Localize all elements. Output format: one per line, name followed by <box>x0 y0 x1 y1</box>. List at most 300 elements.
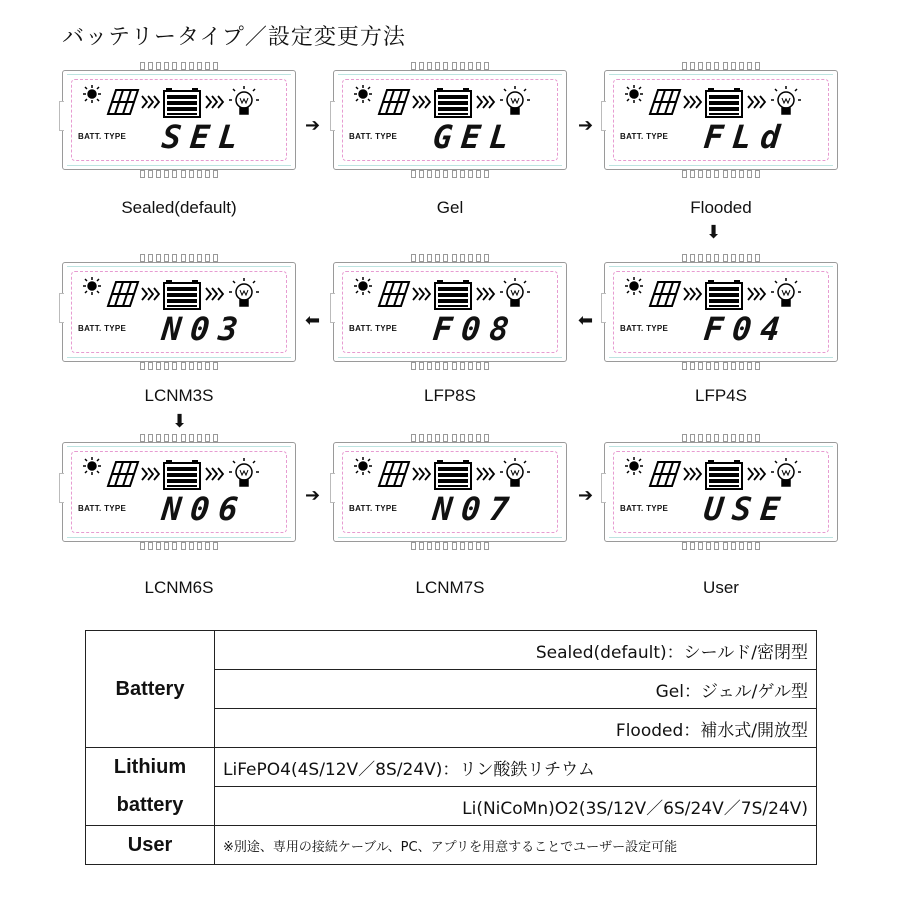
pin <box>484 542 489 550</box>
frame-tab <box>330 293 335 323</box>
pin <box>698 170 703 178</box>
pin <box>435 542 440 550</box>
lcd-panel <box>604 432 838 552</box>
pin <box>682 542 687 550</box>
pin <box>723 62 728 70</box>
pin <box>747 254 752 262</box>
pin <box>181 434 186 442</box>
pin <box>140 254 145 262</box>
panel-caption: LCNM3S <box>144 386 214 405</box>
pin <box>419 254 424 262</box>
pin <box>739 542 744 550</box>
pin <box>731 434 736 442</box>
pin <box>714 362 719 370</box>
pin <box>435 362 440 370</box>
frame-line <box>338 446 562 447</box>
pin <box>452 542 457 550</box>
pin <box>468 542 473 550</box>
frame-line <box>67 74 291 75</box>
pin <box>723 434 728 442</box>
pin <box>140 542 145 550</box>
pin <box>747 362 752 370</box>
battery-icon <box>706 88 742 117</box>
batt-type-label: BATT. TYPE <box>78 132 127 141</box>
battery-row: Flooded：補水式/開放型 <box>215 709 817 748</box>
frame-line <box>67 165 291 166</box>
pin <box>213 254 218 262</box>
right-arrow-icon: ➔ <box>578 115 594 136</box>
pin <box>172 254 177 262</box>
right-arrow-icon: ➔ <box>305 115 321 136</box>
lightbulb-icon <box>771 458 801 486</box>
pin <box>714 170 719 178</box>
battery-icon <box>164 88 200 117</box>
flow-arrows-icon <box>684 468 701 480</box>
pins-bottom <box>140 362 218 370</box>
lcd-panel <box>604 252 838 372</box>
left-arrow-icon: ⬅ <box>578 310 594 331</box>
status-icons <box>353 84 553 118</box>
pin <box>427 170 432 178</box>
pin <box>723 362 728 370</box>
pin <box>411 62 416 70</box>
lightbulb-icon <box>500 458 530 486</box>
frame-tab <box>330 101 335 131</box>
lightbulb-icon <box>229 278 259 306</box>
pin <box>156 62 161 70</box>
flow-arrows-icon <box>684 288 701 300</box>
pin <box>706 434 711 442</box>
pin <box>468 434 473 442</box>
pin <box>460 542 465 550</box>
lcd-readout: F04 <box>702 310 791 348</box>
pin <box>755 362 760 370</box>
pin <box>698 434 703 442</box>
lightbulb-icon <box>229 86 259 114</box>
pin <box>452 434 457 442</box>
flow-arrows-icon <box>142 468 159 480</box>
status-icons <box>624 276 824 310</box>
sun-icon <box>83 85 101 103</box>
pin <box>690 254 695 262</box>
frame-line <box>609 537 833 538</box>
pin <box>189 254 194 262</box>
pin <box>706 254 711 262</box>
lightbulb-icon <box>771 278 801 306</box>
pin <box>484 170 489 178</box>
pin <box>476 62 481 70</box>
pin <box>690 434 695 442</box>
pin <box>156 542 161 550</box>
pin <box>156 362 161 370</box>
pin <box>755 434 760 442</box>
battery-icon <box>706 460 742 489</box>
lcd-readout: N06 <box>160 490 249 528</box>
pin <box>205 254 210 262</box>
pin <box>181 170 186 178</box>
sun-icon <box>354 277 372 295</box>
lcd-readout: N07 <box>431 490 520 528</box>
pin <box>156 254 161 262</box>
frame-tab <box>59 101 64 131</box>
lithium-row: Li(NiCoMn)O2(3S/12V／6S/24V／7S/24V) <box>215 787 817 826</box>
pin <box>213 542 218 550</box>
battery-row: Gel：ジェル/ゲル型 <box>215 670 817 709</box>
pin <box>723 542 728 550</box>
batt-type-label: BATT. TYPE <box>620 324 669 333</box>
pin <box>189 362 194 370</box>
pins-bottom <box>411 170 489 178</box>
lcd-panel <box>62 252 296 372</box>
pin <box>739 254 744 262</box>
pins-top <box>411 62 489 70</box>
pin <box>172 542 177 550</box>
pins-bottom <box>411 362 489 370</box>
pin <box>189 434 194 442</box>
pin <box>452 62 457 70</box>
pin <box>755 62 760 70</box>
pin <box>468 170 473 178</box>
pin <box>189 62 194 70</box>
flow-arrows-icon <box>748 96 765 108</box>
pin <box>148 62 153 70</box>
pin <box>460 170 465 178</box>
pin <box>427 254 432 262</box>
pin <box>739 62 744 70</box>
pin <box>476 254 481 262</box>
pins-bottom <box>140 170 218 178</box>
lcd-panel <box>604 60 838 180</box>
category-lithium-2: battery <box>86 787 215 826</box>
down-arrow-icon: ⬇ <box>706 222 722 243</box>
sun-icon <box>625 457 643 475</box>
sun-icon <box>354 85 372 103</box>
category-user: User <box>86 826 215 865</box>
lcd-readout: SEL <box>160 118 249 156</box>
frame-line <box>609 165 833 166</box>
frame-line <box>67 357 291 358</box>
pins-top <box>682 434 760 442</box>
pin <box>755 254 760 262</box>
pin <box>197 254 202 262</box>
pin <box>411 170 416 178</box>
pin <box>164 434 169 442</box>
pin <box>698 362 703 370</box>
frame-line <box>67 446 291 447</box>
pin <box>435 254 440 262</box>
solar-panel-icon <box>379 282 409 306</box>
pin <box>197 62 202 70</box>
frame-line <box>609 446 833 447</box>
flow-arrows-icon <box>477 96 494 108</box>
pin <box>690 542 695 550</box>
frame-line <box>67 537 291 538</box>
batt-type-label: BATT. TYPE <box>620 504 669 513</box>
frame-line <box>338 165 562 166</box>
pin <box>747 62 752 70</box>
pin <box>484 362 489 370</box>
panel-caption: LCNM6S <box>144 578 214 597</box>
page-title: バッテリータイプ／設定変更方法 <box>62 25 406 50</box>
flow-arrows-icon <box>413 468 430 480</box>
batt-type-label: BATT. TYPE <box>349 132 398 141</box>
pin <box>739 362 744 370</box>
pin <box>419 170 424 178</box>
frame-line <box>338 357 562 358</box>
pin <box>698 254 703 262</box>
pin <box>197 434 202 442</box>
pin <box>140 62 145 70</box>
lcd-panel <box>62 60 296 180</box>
flow-arrows-icon <box>206 468 223 480</box>
panel-caption: LCNM7S <box>415 578 485 597</box>
flow-arrows-icon <box>413 96 430 108</box>
pin <box>714 254 719 262</box>
pins-top <box>411 434 489 442</box>
pin <box>452 170 457 178</box>
pin <box>140 362 145 370</box>
pin <box>164 362 169 370</box>
pin <box>172 170 177 178</box>
pins-top <box>140 254 218 262</box>
lcd-readout: F08 <box>431 310 520 348</box>
pin <box>755 170 760 178</box>
batt-type-label: BATT. TYPE <box>78 324 127 333</box>
status-icons <box>82 84 282 118</box>
pin <box>140 434 145 442</box>
pin <box>682 254 687 262</box>
pin <box>468 62 473 70</box>
flow-arrows-icon <box>684 96 701 108</box>
pin <box>189 170 194 178</box>
frame-line <box>67 266 291 267</box>
flow-arrows-icon <box>748 288 765 300</box>
batt-type-label: BATT. TYPE <box>78 504 127 513</box>
pin <box>476 362 481 370</box>
lcd-panel <box>333 252 567 372</box>
pin <box>156 170 161 178</box>
frame-line <box>338 266 562 267</box>
lcd-readout: USE <box>702 490 791 528</box>
frame-tab <box>330 473 335 503</box>
pin <box>164 254 169 262</box>
solar-panel-icon <box>650 90 680 114</box>
flow-arrows-icon <box>413 288 430 300</box>
pin <box>205 542 210 550</box>
pin <box>419 62 424 70</box>
pin <box>411 254 416 262</box>
sun-icon <box>354 457 372 475</box>
flow-arrows-icon <box>477 288 494 300</box>
frame-tab <box>59 473 64 503</box>
pins-top <box>140 434 218 442</box>
pin <box>148 170 153 178</box>
frame-tab <box>601 101 606 131</box>
pin <box>723 170 728 178</box>
solar-panel-icon <box>650 282 680 306</box>
pin <box>731 254 736 262</box>
pin <box>419 362 424 370</box>
pin <box>213 62 218 70</box>
category-lithium: Lithium <box>86 748 215 787</box>
sun-icon <box>625 277 643 295</box>
solar-panel-icon <box>108 462 138 486</box>
panel-caption: Gel <box>436 198 464 217</box>
pin <box>731 362 736 370</box>
pin <box>443 254 448 262</box>
pin <box>443 62 448 70</box>
pin <box>427 434 432 442</box>
sun-icon <box>83 457 101 475</box>
batt-type-label: BATT. TYPE <box>620 132 669 141</box>
pin <box>468 362 473 370</box>
pin <box>148 434 153 442</box>
pin <box>148 542 153 550</box>
pin <box>148 362 153 370</box>
pin <box>460 254 465 262</box>
pin <box>189 542 194 550</box>
pin <box>682 170 687 178</box>
down-arrow-icon: ⬇ <box>172 411 188 432</box>
pin <box>164 542 169 550</box>
pin <box>714 434 719 442</box>
battery-row: Sealed(default)：シールド/密閉型 <box>215 631 817 670</box>
frame-line <box>338 537 562 538</box>
pin <box>172 434 177 442</box>
pin <box>435 62 440 70</box>
pin <box>690 62 695 70</box>
pin <box>682 434 687 442</box>
frame-tab <box>601 293 606 323</box>
pin <box>739 434 744 442</box>
flow-arrows-icon <box>477 468 494 480</box>
pin <box>747 542 752 550</box>
pins-top <box>411 254 489 262</box>
pin <box>682 62 687 70</box>
user-row: ※別途、専用の接続ケーブル、PC、アプリを用意することでユーザー設定可能 <box>215 826 817 865</box>
pins-top <box>682 62 760 70</box>
pin <box>747 170 752 178</box>
frame-tab <box>601 473 606 503</box>
pin <box>755 542 760 550</box>
pin <box>476 542 481 550</box>
pin <box>435 170 440 178</box>
pin <box>706 62 711 70</box>
pins-bottom <box>140 542 218 550</box>
pin <box>181 62 186 70</box>
pin <box>484 434 489 442</box>
status-icons <box>353 276 553 310</box>
pin <box>443 170 448 178</box>
sun-icon <box>83 277 101 295</box>
sun-icon <box>625 85 643 103</box>
status-icons <box>624 84 824 118</box>
pin <box>181 542 186 550</box>
pin <box>443 434 448 442</box>
pin <box>172 62 177 70</box>
pin <box>443 542 448 550</box>
frame-tab <box>59 293 64 323</box>
lcd-panel <box>333 432 567 552</box>
solar-panel-icon <box>650 462 680 486</box>
panel-caption: Sealed(default) <box>121 198 237 217</box>
pin <box>411 542 416 550</box>
pin <box>714 62 719 70</box>
pin <box>714 542 719 550</box>
pin <box>468 254 473 262</box>
pins-top <box>682 254 760 262</box>
pin <box>172 362 177 370</box>
pin <box>452 362 457 370</box>
pin <box>731 542 736 550</box>
pin <box>197 362 202 370</box>
pin <box>156 434 161 442</box>
pin <box>731 170 736 178</box>
pins-bottom <box>682 362 760 370</box>
frame-line <box>609 357 833 358</box>
battery-icon <box>435 460 471 489</box>
pin <box>682 362 687 370</box>
lcd-readout: FLd <box>702 118 791 156</box>
lithium-row: LiFePO4(4S/12V／8S/24V)：リン酸鉄リチウム <box>215 748 817 787</box>
battery-icon <box>435 88 471 117</box>
solar-panel-icon <box>379 462 409 486</box>
flow-arrows-icon <box>206 96 223 108</box>
pins-bottom <box>682 170 760 178</box>
pin <box>164 62 169 70</box>
panel-caption: LFP4S <box>695 386 747 405</box>
battery-type-table <box>85 630 817 865</box>
pin <box>443 362 448 370</box>
flow-arrows-icon <box>142 288 159 300</box>
right-arrow-icon: ➔ <box>578 485 594 506</box>
frame-line <box>338 74 562 75</box>
pin <box>731 62 736 70</box>
lcd-panel <box>333 60 567 180</box>
pin <box>411 434 416 442</box>
flow-arrows-icon <box>748 468 765 480</box>
pin <box>419 434 424 442</box>
solar-panel-icon <box>108 282 138 306</box>
pin <box>706 170 711 178</box>
frame-line <box>609 266 833 267</box>
lcd-panel <box>62 432 296 552</box>
pin <box>197 170 202 178</box>
status-icons <box>82 456 282 490</box>
pin <box>164 170 169 178</box>
lcd-readout: N03 <box>160 310 249 348</box>
battery-icon <box>164 280 200 309</box>
pin <box>148 254 153 262</box>
right-arrow-icon: ➔ <box>305 485 321 506</box>
panel-caption: User <box>703 578 739 597</box>
lightbulb-icon <box>771 86 801 114</box>
pin <box>205 62 210 70</box>
pin <box>181 254 186 262</box>
pin <box>419 542 424 550</box>
pin <box>460 434 465 442</box>
pin <box>484 254 489 262</box>
pin <box>181 362 186 370</box>
lightbulb-icon <box>500 86 530 114</box>
pin <box>723 254 728 262</box>
pin <box>739 170 744 178</box>
panel-caption: LFP8S <box>424 386 476 405</box>
pin <box>484 62 489 70</box>
pin <box>690 362 695 370</box>
flow-arrows-icon <box>206 288 223 300</box>
pin <box>452 254 457 262</box>
